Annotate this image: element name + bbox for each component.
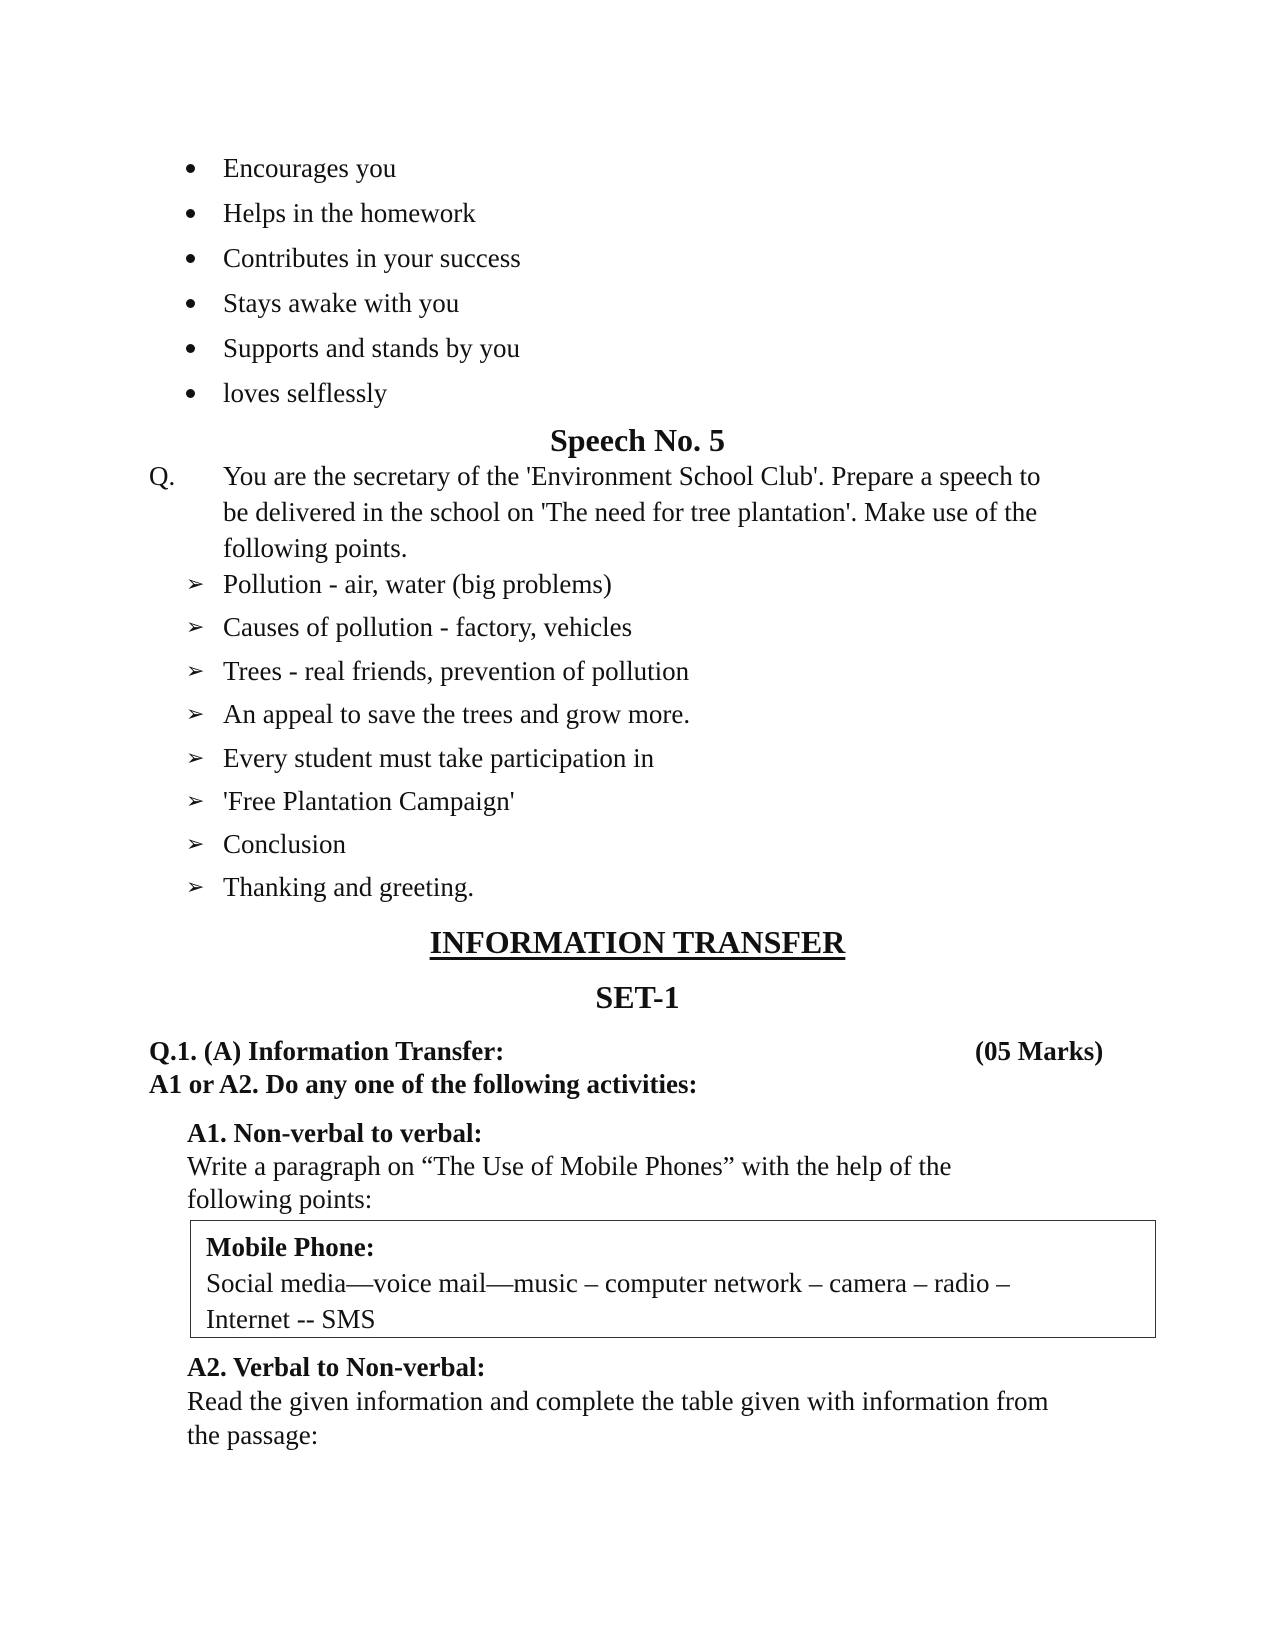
list-item-text: loves selflessly <box>223 378 388 408</box>
a2-line: the passage: <box>187 1420 319 1450</box>
arrow-bullet-icon: ➢ <box>186 788 205 813</box>
list-item-text: Trees - real friends, prevention of pollution <box>223 656 690 686</box>
a1-title: A1. Non-verbal to verbal: <box>187 1118 483 1148</box>
bullet-icon <box>186 389 195 398</box>
bullet-icon <box>186 209 195 218</box>
box-line: Social media—voice mail—music – computer network – camera – radio – <box>206 1268 1010 1298</box>
list-item-text: Every student must take participation in <box>223 743 655 773</box>
question-label: Q. <box>149 461 176 491</box>
section-heading: INFORMATION TRANSFER <box>429 924 846 960</box>
list-item-text: Causes of pollution - factory, vehicles <box>223 612 633 642</box>
marks-label: (05 Marks) <box>975 1036 1104 1066</box>
list-item-text: Stays awake with you <box>223 288 460 318</box>
bullet-icon <box>186 164 195 173</box>
a2-title: A2. Verbal to Non-verbal: <box>187 1352 486 1382</box>
list-item-text: 'Free Plantation Campaign' <box>223 786 515 816</box>
bullet-icon <box>186 344 195 353</box>
list-item-text: Contributes in your success <box>223 243 521 273</box>
list-item-text: Encourages you <box>223 153 397 183</box>
arrow-bullet-icon: ➢ <box>186 658 205 683</box>
list-item-text: Conclusion <box>223 829 347 859</box>
a1-line: Write a paragraph on “The Use of Mobile Phones” with the help of the <box>187 1151 952 1181</box>
arrow-bullet-icon: ➢ <box>186 701 205 726</box>
arrow-bullet-icon: ➢ <box>186 571 205 596</box>
set-heading: SET-1 <box>595 979 680 1015</box>
arrow-bullet-icon: ➢ <box>186 614 205 639</box>
list-item-text: An appeal to save the trees and grow more. <box>223 699 691 729</box>
a1-line: following points: <box>187 1184 373 1214</box>
question-line: You are the secretary of the 'Environment School Club'. Prepare a speech to <box>223 461 1041 491</box>
question-line: be delivered in the school on 'The need for tree plantation'. Make use of the <box>223 497 1038 527</box>
list-item-text: Pollution - air, water (big problems) <box>223 569 612 599</box>
speech-title: Speech No. 5 <box>549 422 726 458</box>
arrow-bullet-icon: ➢ <box>186 745 205 770</box>
bullet-icon <box>186 299 195 308</box>
box-title: Mobile Phone: <box>206 1232 375 1262</box>
list-item-text: Supports and stands by you <box>223 333 520 363</box>
list-item-text: Thanking and greeting. <box>223 872 475 902</box>
question-line: following points. <box>223 533 408 563</box>
bullet-icon <box>186 254 195 263</box>
box-line: Internet -- SMS <box>206 1304 376 1334</box>
arrow-bullet-icon: ➢ <box>186 831 205 856</box>
list-item-text: Helps in the homework <box>223 198 476 228</box>
a2-line: Read the given information and complete the table given with information from <box>187 1386 1049 1416</box>
mobile-phone-box <box>190 1220 1156 1338</box>
arrow-bullet-icon: ➢ <box>186 874 205 899</box>
instruction-text: A1 or A2. Do any one of the following activities: <box>149 1069 698 1099</box>
question-heading: Q.1. (A) Information Transfer: <box>149 1036 505 1066</box>
